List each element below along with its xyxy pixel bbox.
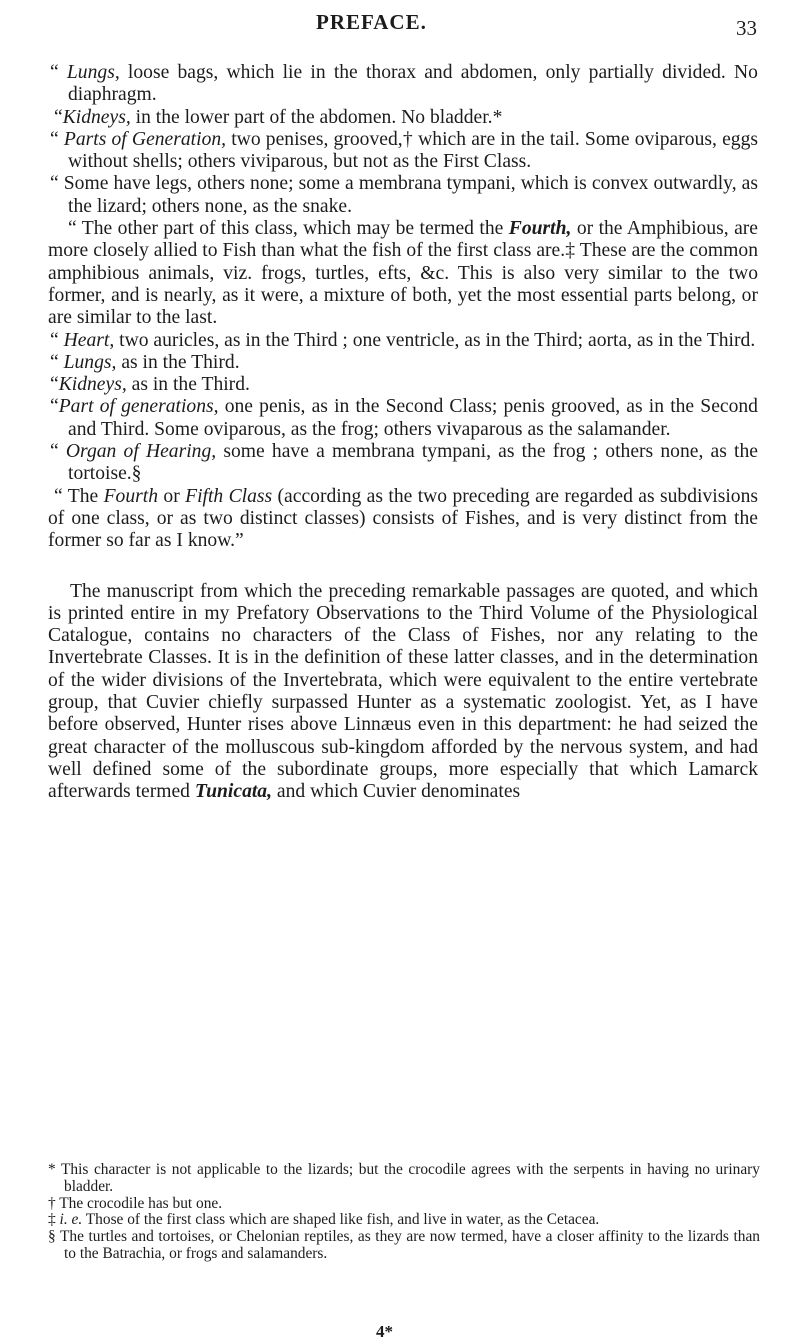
quote-generation: “ Parts of Generation, two penises, grooved,† which are in the tail. Some oviparous, eggs without shells; others viviparous, but not as the First Class. (50, 128, 758, 173)
quote-term: Part of generations, (58, 396, 219, 418)
quote-lungs: “ Lungs, loose bags, which lie in the thorax and abdomen, only partially divided. No diaphragm. (50, 62, 758, 106)
paragraph-term: Tunicata, (194, 781, 273, 803)
quote-kidneys-third: “Kidneys, as in the Third. (50, 374, 250, 396)
page-number: 33 (736, 16, 757, 40)
quote-lungs-third: “ Lungs, as in the Third. (50, 351, 240, 373)
quote-term: Fifth Class (185, 485, 273, 507)
quote-term: Fourth, (508, 218, 572, 240)
quote-term: Lungs, (66, 62, 120, 83)
quote-term: Lungs, (63, 351, 117, 373)
body-paragraph: The manuscript from which the preceding remarkable passages are quoted, and which is printed entire in my Prefatory Observations to the Third Volume of the Physiological Catalogue, contains no characters of the Class of Fishes, nor any relating to the Invertebrate Classes. It is in the definition of these latter classes, and in the determination of the wider divisions of the Invertebrata, which were equivalent to the entire vertebrate group, that Cuvier chiefly surpassed Hunter as a systematic zoologist. Yet, as I have before observed, Hunter rises above Linnæus even in this department: he had seized the great character of the molluscous sub-kingdom afforded by the nervous system, and had well defined some of the subordinate groups, more especially that which Lamarck afterwards termed Tunicata, and which Cuvier denominates (48, 580, 758, 803)
footnote-dagger: † The crocodile has but one. (48, 1194, 223, 1212)
quote-term: Heart, (63, 329, 115, 351)
quote-heart: “ Heart, two auricles, as in the Third ; one ventricle, as in the Third; aorta, as in the Third. (50, 329, 756, 351)
page-header (0, 4, 800, 40)
main-text (48, 62, 758, 804)
quote-kidneys: “Kidneys, in the lower part of the abdomen. No bladder.* (54, 106, 503, 128)
signature-mark: 4* (376, 1322, 393, 1341)
quote-term: Kidneys, (62, 106, 131, 128)
footnote-asterisk: * This character is not applicable to the lizards; but the crocodile agrees with the serpents in having no urinary bladder. (48, 1161, 760, 1195)
footnotes (48, 1162, 760, 1263)
quote-organ-hearing: “ Organ of Hearing, some have a membrana tympani, as the frog ; others none, as the tortoise.§ (50, 441, 758, 485)
footnote-section: § The turtles and tortoises, or Chelonian reptiles, as they are now termed, have a closer affinity to the lizards than to the Batrachia, or frogs and salamanders. (48, 1228, 760, 1262)
footnote-double-dagger: ‡ i. e. Those of the first class which are shaped like fish, and live in water, as the Cetacea. (48, 1211, 600, 1229)
quote-term: Fourth (103, 485, 159, 507)
quote-legs: “ Some have legs, others none; some a membrana tympani, which is convex outwardly, as the lizard; others none, as the snake. (50, 173, 758, 217)
quote-fifth-class: “ The Fourth or Fifth Class (according as the two preceding are regarded as subdivisions of one class, or as two distinct classes) consists of Fishes, and is very distinct from the former so far as I know.” (48, 485, 758, 552)
quote-term: Parts of Generation, (63, 128, 227, 150)
running-head: PREFACE. (316, 10, 427, 34)
quote-term: Organ of Hearing, (65, 441, 217, 463)
quote-term: Kidneys, (58, 374, 127, 396)
quote-part-generations: “Part of generations, one penis, as in the Second Class; penis grooved, as in the Second and Third. Some oviparous, as the frog; others vivaparous as the salamander. (50, 396, 758, 440)
quote-fourth-class: “ The other part of this class, which may be termed the Fourth, or the Amphibious, are more closely allied to Fish than what the fish of the first class are.‡ These are the common amphibious animals, viz. frogs, turtles, efts, &c. This is also very similar to the two former, and is nearly, as it were, a mixture of both, yet the most essential parts belong, or are similar to the last. (48, 218, 758, 329)
